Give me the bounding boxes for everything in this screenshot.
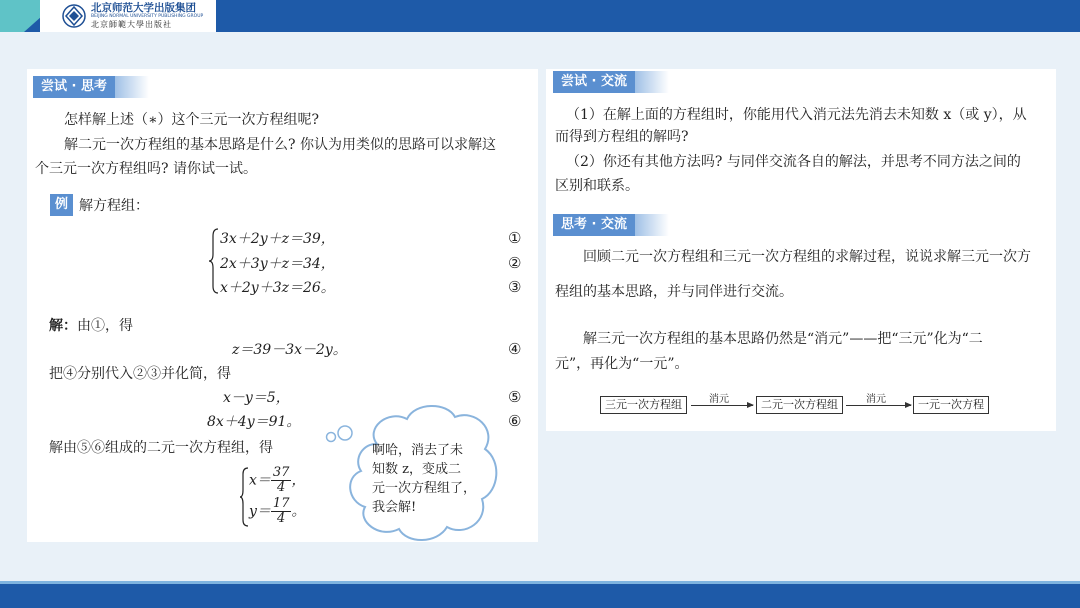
example-badge: 例	[50, 194, 73, 216]
try-think-tag: 尝试 · 思考	[33, 76, 149, 98]
review-line2: 程组的基本思路，并与同伴进行交流。	[555, 284, 793, 300]
flow-arrow-2-label: 消元	[866, 394, 886, 405]
equation-5: x－y＝5，	[223, 390, 290, 406]
question-2-line2: 个三元一次方程组吗? 请你试一试。	[35, 161, 257, 177]
answer-line2: 元”，再化为“一元”。	[555, 356, 689, 372]
try-discuss-tag: 尝试 · 交流	[553, 71, 669, 93]
flow-step-single: 一元一次方程	[913, 396, 989, 414]
result-brace	[239, 467, 249, 527]
label-5: ⑤	[508, 388, 522, 406]
label-4: ④	[508, 340, 522, 358]
label-6: ⑥	[508, 412, 522, 430]
x-fraction: $\frac{37}{4}$	[272, 465, 290, 495]
flow-arrow-1-label: 消元	[709, 394, 729, 405]
right-panel	[546, 69, 1056, 431]
label-1: ①	[508, 229, 522, 247]
logo-subtitle: BEIJING NORMAL UNIVERSITY PUBLISHING GROUP	[91, 13, 204, 19]
equation-4: z＝39－3x－2y。	[232, 342, 347, 358]
question-1: 怎样解上述（∗）这个三元一次方程组呢?	[64, 112, 320, 128]
question-2-line1: （2）你还有其他方法吗? 与同伴交流各自的解法，并思考不同方法之间的	[566, 154, 1021, 170]
question-2-line1: 解二元一次方程组的基本思路是什么? 你认为用类似的思路可以求解这	[64, 137, 496, 153]
equation-6: 8x＋4y＝91。	[207, 414, 301, 430]
left-panel	[27, 69, 538, 542]
logo-press-name: 北京師範大學出版社	[91, 20, 172, 29]
solution-intro	[49, 316, 133, 336]
question-1-line2: 而得到方程组的解吗?	[555, 129, 689, 145]
example-text: 解方程组：	[79, 198, 149, 214]
y-fraction: $\frac{17}{4}$	[272, 496, 290, 526]
x-solution: x＝ $\frac{37}{4}$ ，	[249, 465, 306, 495]
review-line1: 回顾二元一次方程组和三元一次方程组的求解过程，说说求解三元一次方	[583, 249, 1031, 265]
logo-title: 北京师范大学出版集团	[91, 2, 196, 14]
equation-3: x＋2y＋3z＝26。	[220, 280, 335, 296]
label-3: ③	[508, 278, 522, 296]
solution-step3: 解由⑤⑥组成的二元一次方程组，得	[49, 440, 273, 456]
solution-label: 解：	[49, 318, 77, 334]
publisher-logo	[40, 0, 216, 32]
question-1-line1: （1）在解上面的方程组时，你能用代入消元法先消去未知数 x（或 y），从	[566, 107, 1027, 123]
solution-step1: 由①，得	[77, 318, 133, 334]
equation-1: 3x＋2y＋z＝39，	[220, 231, 335, 247]
equation-2: 2x＋3y＋z＝34，	[220, 256, 335, 272]
flow-step-ternary: 三元一次方程组	[600, 396, 687, 414]
question-2-line2: 区别和联系。	[555, 178, 639, 194]
bubble-text: 啊哈，消去了未 知数 z，变成二 元一次方程组了， 我会解!	[372, 443, 477, 515]
answer-line1: 解三元一次方程组的基本思路仍然是“消元”——把“三元”化为“二	[583, 331, 983, 347]
solution-step2: 把④分别代入②③并化简，得	[49, 366, 231, 382]
flow-arrow-2	[846, 405, 911, 406]
y-solution: y＝ $\frac{17}{4}$ 。	[249, 496, 306, 526]
bottom-banner	[0, 584, 1080, 608]
think-discuss-tag: 思考 · 交流	[553, 214, 669, 236]
label-2: ②	[508, 254, 522, 272]
flow-arrow-1	[691, 405, 753, 406]
flow-step-binary: 二元一次方程组	[756, 396, 843, 414]
system-brace	[208, 228, 220, 294]
publisher-emblem-icon	[62, 4, 86, 28]
